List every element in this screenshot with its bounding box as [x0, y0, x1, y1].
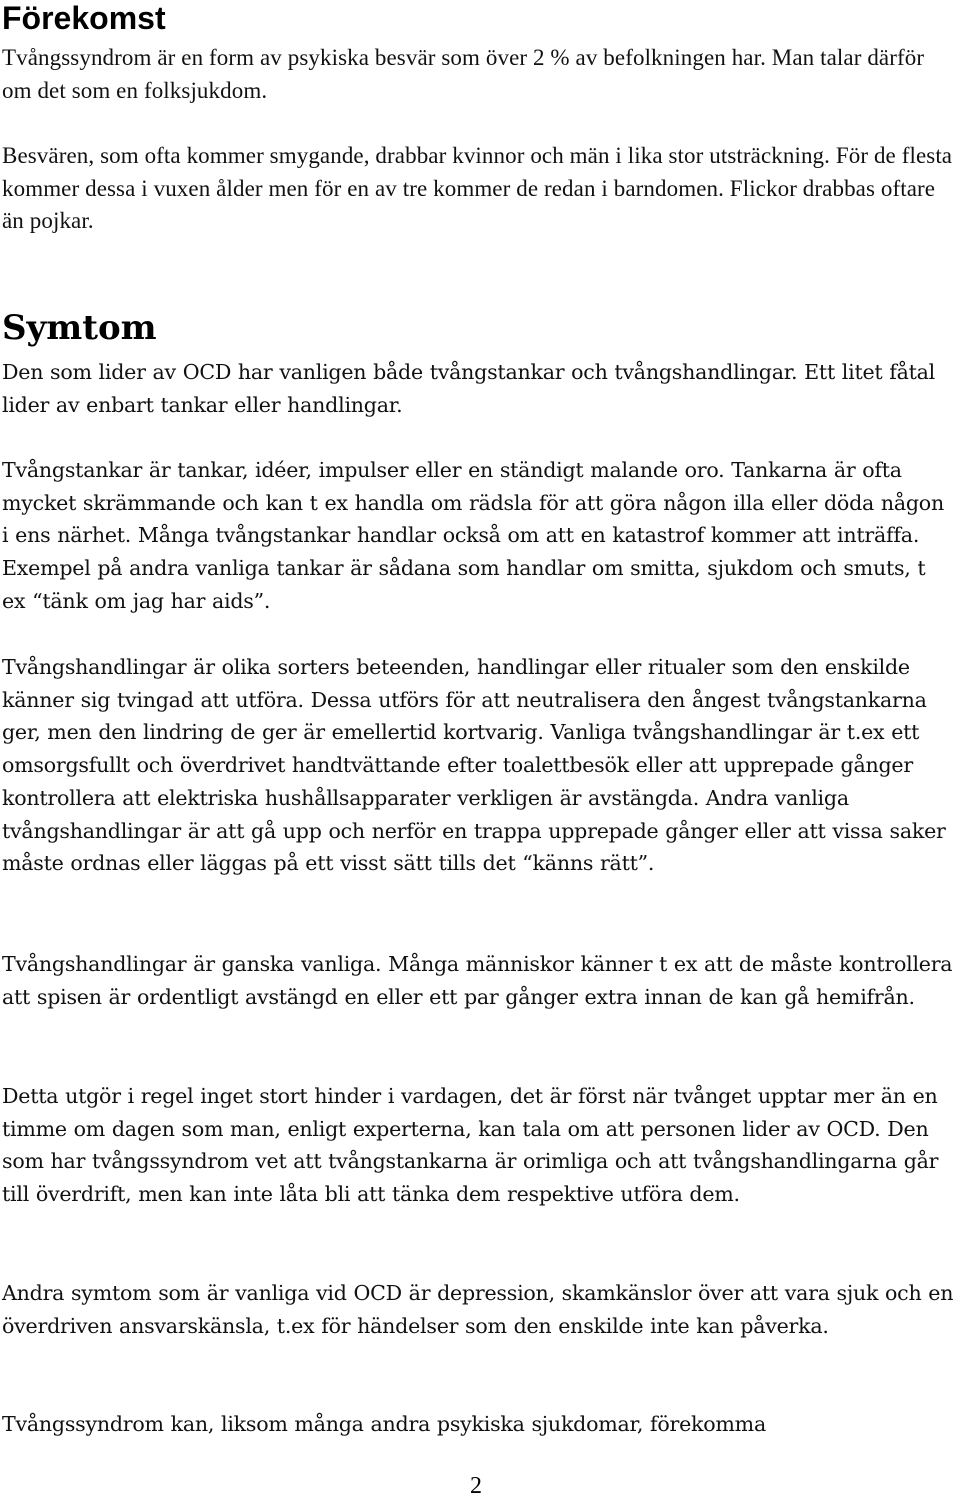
- paragraph-other-symptoms: Andra symtom som är vanliga vid OCD är depression, skamkänslor över att vara sjuk och en överdriven ansvarskänsla, t.ex för händelser som den enskilde inte kan påverka.: [2, 1281, 954, 1338]
- page-number: 2: [470, 1473, 482, 1499]
- paragraph-continuation: Tvångssyndrom kan, liksom många andra psykiska sjukdomar, förekomma: [2, 1412, 766, 1436]
- section-heading-symtom: Symtom: [2, 308, 157, 348]
- paragraph-onset: Besvären, som ofta kommer smygande, drabbar kvinnor och män i lika stor utsträckning. För de flesta kommer dessa i vuxen ålder men för en av tre kommer de redan i barndomen. Flickor drabbas oftare än pojkar.: [2, 143, 953, 234]
- paragraph-prevalence: Tvångssyndrom är en form av psykiska besvär som över 2 % av befolkningen har. Man talar därför om det som en folksjukdom.: [2, 45, 925, 103]
- paragraph-ocd-overview: Den som lider av OCD har vanligen både tvångstankar och tvångshandlingar. Ett litet fåtal lider av enbart tankar eller handlingar.: [2, 360, 936, 417]
- paragraph-diagnosis: Detta utgör i regel inget stort hinder i vardagen, det är först när tvånget upptar mer än en timme om dagen som man, enligt experterna, kan tala om att personen lider av OCD. Den som har tvångssyndrom vet att tvångstankarna är orimliga och att tvångshandlingarna går till överdrift, men kan inte låta bli att tänka dem respektive utföra dem.: [2, 1084, 939, 1207]
- paragraph-common-compulsions: Tvångshandlingar är ganska vanliga. Många människor känner t ex att de måste kontrollera att spisen är ordentligt avstängd en eller ett par gånger extra innan de kan gå hemifrån.: [2, 952, 953, 1009]
- section-heading-forekomst: Förekomst: [2, 0, 166, 36]
- paragraph-obsessions: Tvångstankar är tankar, idéer, impulser eller en ständigt malande oro. Tankarna är ofta mycket skrämmande och kan t ex handla om rädsla för att göra någon illa eller döda någon i ens närhet. Många tvångstankar handlar också om att en katastrof kommer att inträffa. Exempel på andra vanliga tankar är sådana som handlar om smitta, sjukdom och smuts, t ex “tänk om jag har aids”.: [2, 458, 944, 613]
- paragraph-compulsions: Tvångshandlingar är olika sorters beteenden, handlingar eller ritualer som den enskilde känner sig tvingad att utföra. Dessa utförs för att neutralisera den ångest tvångstankarna ger, men den lindring de ger är emellertid kortvarig. Vanliga tvångshandlingar är t.ex ett omsorgsfullt och överdrivet handtvättande efter toalettbesök eller att upprepade gånger kontrollera att elektriska hushållsapparater verkligen är avstängda. Andra vanliga tvångshandlingar är att gå upp och nerför en trappa upprepade gånger eller att vissa saker måste ordnas eller läggas på ett visst sätt tills det “känns rätt”.: [2, 655, 946, 876]
